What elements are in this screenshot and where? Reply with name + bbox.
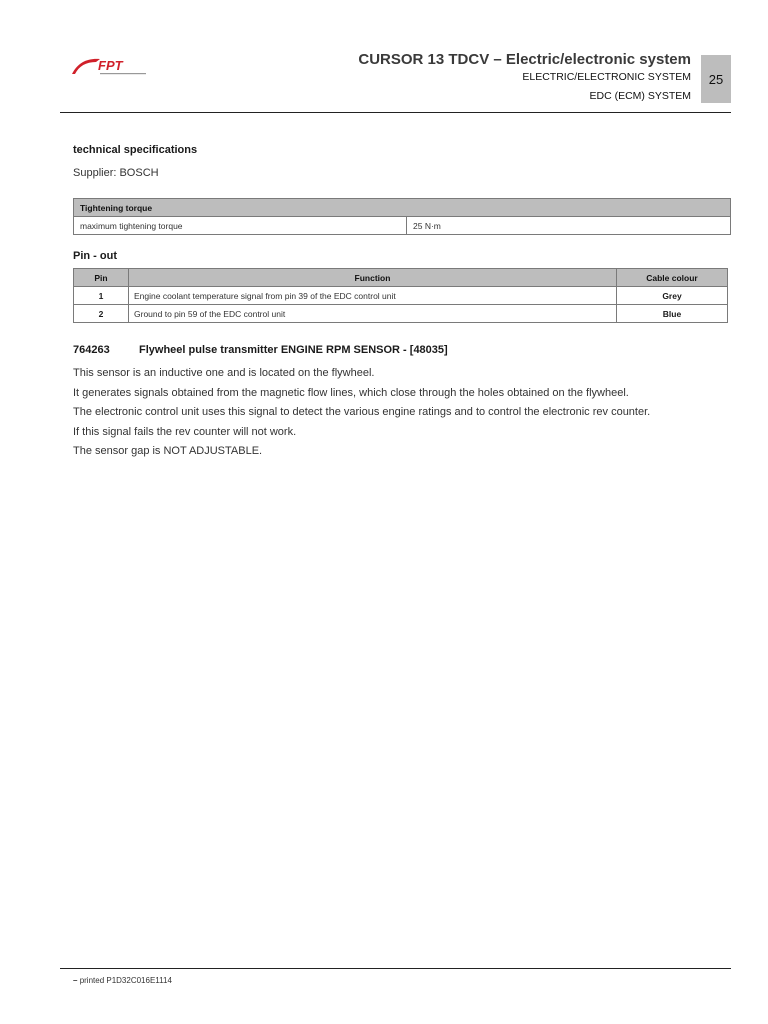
logo-text: FPT — [98, 58, 123, 73]
paragraph: The sensor gap is NOT ADJUSTABLE. — [73, 445, 263, 457]
fpt-logo — [70, 54, 154, 78]
supplier-text: Supplier: BOSCH — [73, 167, 159, 179]
pin-function: Engine coolant temperature signal from pin 39 of the EDC control unit — [129, 287, 617, 305]
cable-colour: Blue — [617, 305, 728, 323]
torque-label: maximum tightening torque — [74, 217, 407, 235]
torque-value: 25 N·m — [407, 217, 731, 235]
paragraph: This sensor is an inductive one and is located on the flywheel. — [73, 367, 375, 379]
table-row — [74, 305, 728, 323]
footer-divider — [60, 968, 731, 969]
section-number: 764263 — [73, 344, 110, 356]
pin-column-header: Pin — [74, 269, 129, 287]
document-title: CURSOR 13 TDCV – Electric/electronic system — [358, 51, 691, 68]
pin-number: 2 — [74, 305, 129, 323]
table-row — [74, 287, 728, 305]
page-number: 25 — [701, 55, 731, 103]
spec-heading: technical specifications — [73, 144, 198, 156]
header-divider — [60, 112, 731, 113]
pinout-table — [73, 268, 728, 323]
table-row — [74, 217, 731, 235]
torque-table — [73, 198, 731, 235]
function-column-header: Function — [129, 269, 617, 287]
pinout-heading: Pin - out — [73, 250, 117, 262]
torque-table-header: Tightening torque — [74, 199, 731, 217]
colour-column-header: Cable colour — [617, 269, 728, 287]
section-subtitle: ELECTRIC/ELECTRONIC SYSTEM — [522, 71, 691, 83]
print-code: printed P1D32C016E1114 — [79, 976, 172, 985]
cable-colour: Grey — [617, 287, 728, 305]
section-title: Flywheel pulse transmitter ENGINE RPM SENSOR - [48035] — [139, 344, 448, 356]
paragraph: It generates signals obtained from the magnetic flow lines, which close through the holes obtained on the flywheel. — [73, 387, 629, 399]
paragraph: If this signal fails the rev counter will not work. — [73, 426, 297, 438]
footer — [73, 976, 172, 985]
footer-dash: – — [73, 976, 78, 985]
paragraph: The electronic control unit uses this signal to detect the various engine ratings and to control the electronic rev counter. — [73, 406, 651, 418]
pin-function: Ground to pin 59 of the EDC control unit — [129, 305, 617, 323]
pin-number: 1 — [74, 287, 129, 305]
subsection-subtitle: EDC (ECM) SYSTEM — [589, 90, 691, 102]
